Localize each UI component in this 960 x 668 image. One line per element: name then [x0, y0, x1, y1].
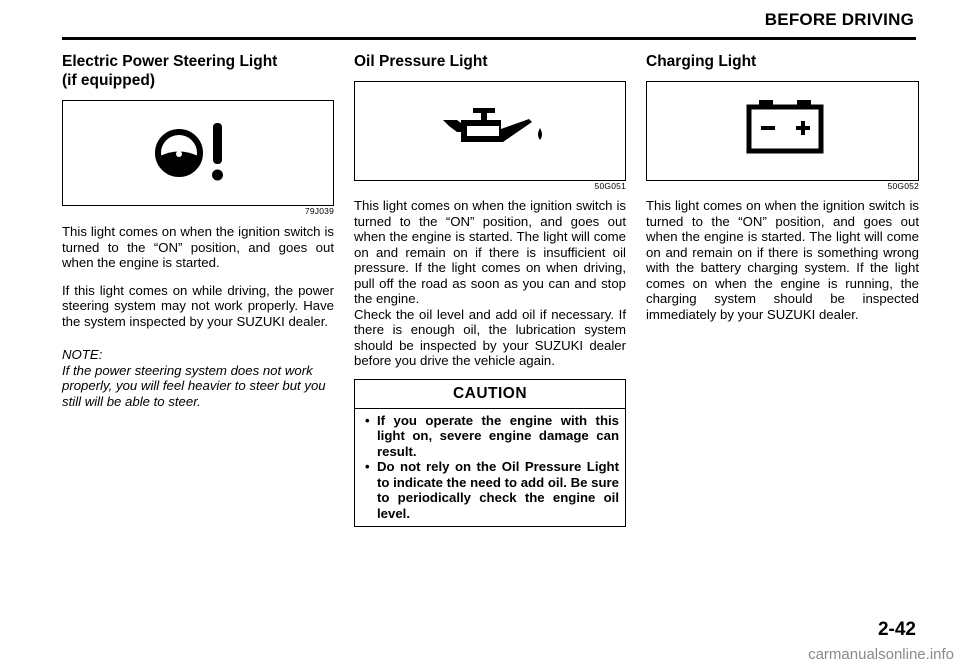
caution-list: [355, 409, 625, 527]
figure-code: 79J039: [304, 206, 334, 216]
section-title-line2: (if equipped): [62, 72, 155, 89]
section-oil-pressure-light: [354, 52, 626, 527]
section-power-steering-light: [62, 52, 334, 409]
section-title: [62, 52, 334, 90]
figure-box: [62, 100, 334, 206]
figure-box: [354, 81, 626, 181]
page-number: 2-42: [877, 619, 916, 640]
section-charging-light: [646, 52, 919, 322]
section-title-line1: Electric Power Steering Light: [62, 53, 278, 70]
figure-code: 50G051: [594, 181, 626, 191]
page-header-title: BEFORE DRIVING: [764, 10, 914, 29]
figure-code: 50G052: [887, 181, 919, 191]
oil-can-icon: [437, 102, 547, 162]
section-title: Charging Light: [646, 53, 757, 70]
caution-heading: CAUTION: [355, 380, 625, 409]
caution-item: • Do not rely on the Oil Pressure Light to indicate the need to add oil. Be sure to periodically check the engine oil level.: [365, 459, 619, 521]
note-label: NOTE:: [62, 347, 103, 362]
section-title: Oil Pressure Light: [354, 53, 488, 70]
paragraph: This light comes on when the ignition switch is turned to the “ON” position, and goes out when the engine is started. The light will come on and remain on if there is something wrong with the battery charging system. If the light comes on when the engine is running, the charging system should be inspected immediately by your SUZUKI dealer.: [646, 198, 919, 322]
paragraph: Check the oil level and add oil if necessary. If there is enough oil, the lubrication system should be inspected by your SUZUKI dealer before you drive the vehicle again.: [354, 306, 626, 368]
caution-box: [354, 379, 626, 528]
note-text: If the power steering system does not work properly, you will feel heavier to steer but you still will be able to steer.: [62, 362, 326, 409]
battery-icon: [745, 98, 825, 158]
steering-warning-icon: [147, 113, 247, 193]
watermark: carmanualsonline.info: [808, 646, 954, 663]
paragraph: This light comes on when the ignition switch is turned to the “ON” position, and goes out when the engine is started.: [62, 224, 334, 270]
paragraph: If this light comes on while driving, the power steering system may not work properly. Have the system inspected by your SUZUKI dealer.: [62, 282, 334, 329]
figure-box: [646, 81, 919, 181]
caution-item: • If you operate the engine with this light on, severe engine damage can result.: [365, 413, 619, 460]
header-rule: [62, 37, 916, 40]
paragraph: This light comes on when the ignition switch is turned to the “ON” position, and goes out when the engine is started. The light will come on and remain on if there is insufficient oil pressure. If the light comes on when driving, pull off the road as soon as you can and stop the engine.: [354, 198, 626, 306]
